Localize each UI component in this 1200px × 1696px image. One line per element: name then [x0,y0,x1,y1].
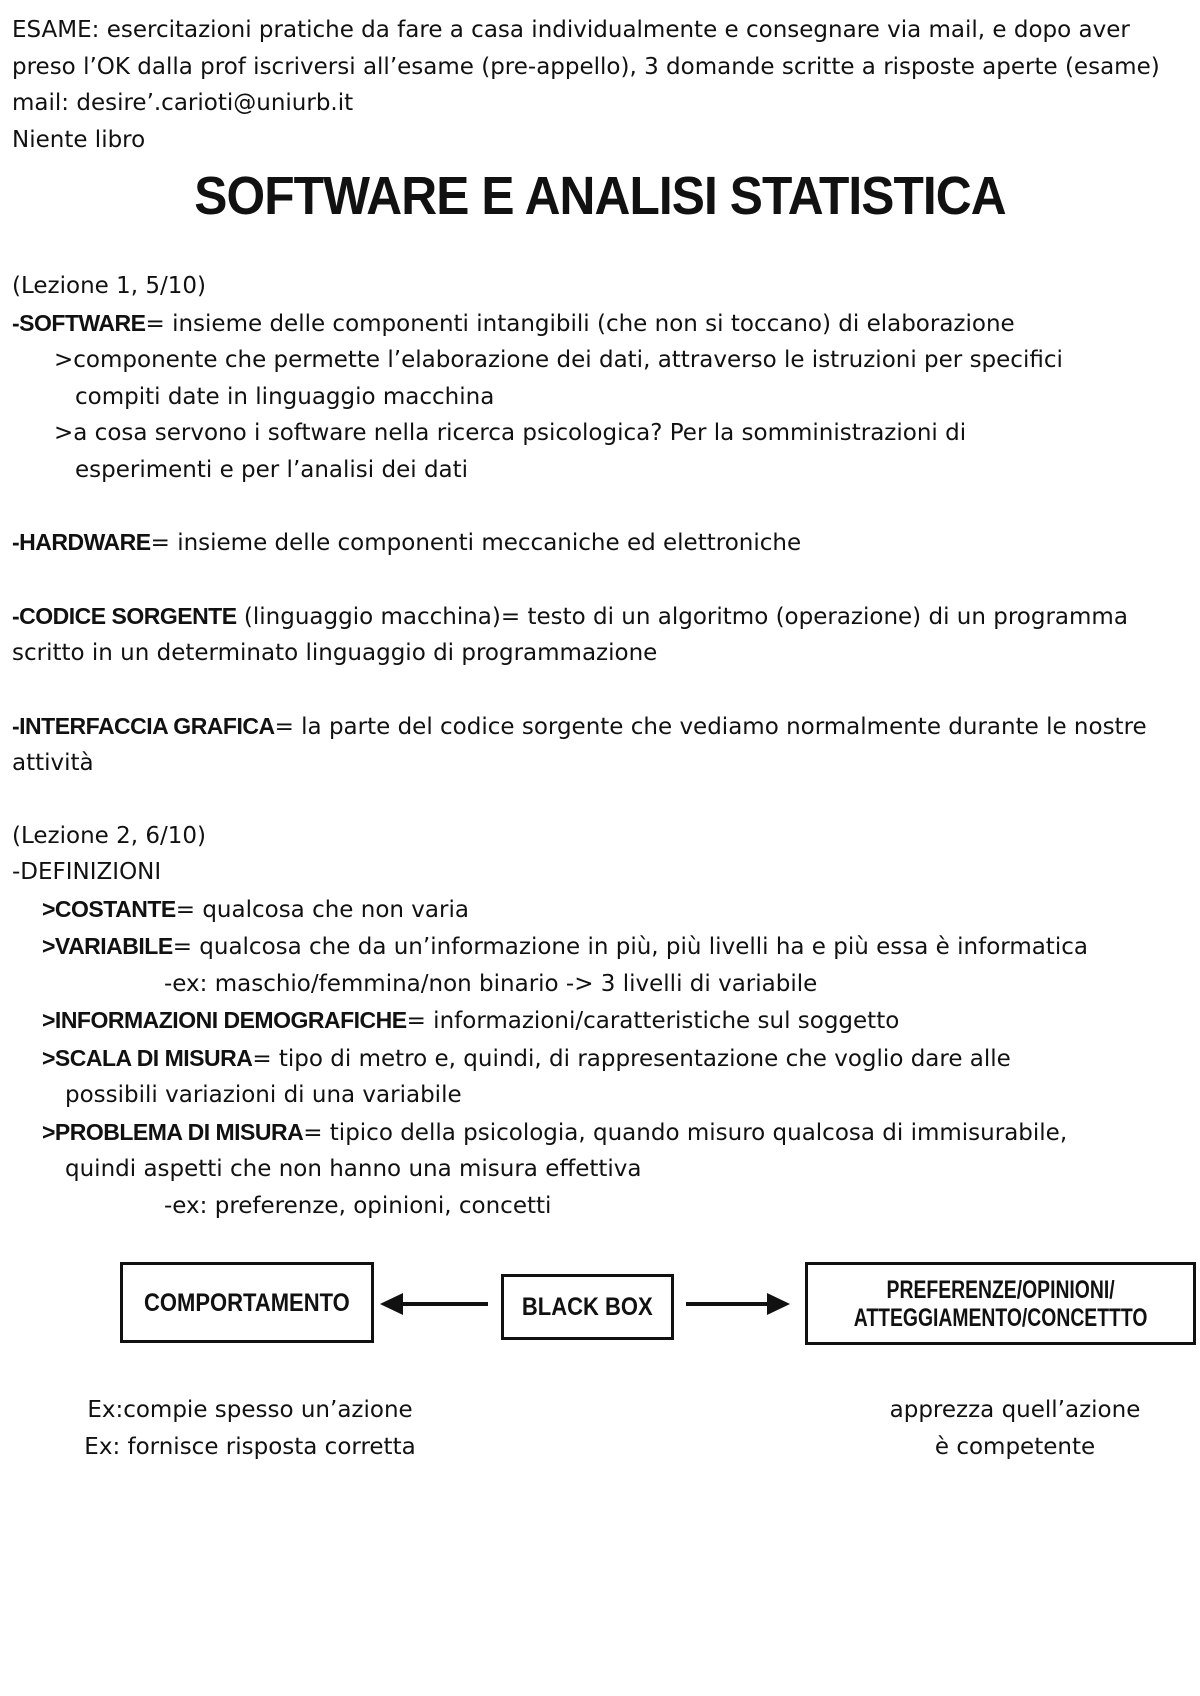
arrow-right-icon [686,1293,790,1315]
problema-definition [12,1114,1188,1152]
costante-definition [12,891,1188,929]
problema-text: = tipico della psicologia, quando misuro qualcosa di immisurabile, [303,1119,1068,1146]
variabile-example: -ex: maschio/femmina/non binario -> 3 livelli di variabile [164,970,818,997]
page-title: SOFTWARE E ANALISI STATISTICA [194,166,1006,226]
preferenze-line-1: PREFERENZE/OPINIONI/ [886,1275,1115,1304]
software-note-2: >a cosa servono i software nella ricerca psicologica? Per la somministrazioni di [54,420,967,446]
codice-definition [12,598,1188,672]
variabile-text: = qualcosa che da un’informazione in più, più livelli ha e più essa è informatica [172,934,1088,960]
scala-definition [12,1040,1188,1078]
exam-mail: mail: desire’.carioti@uniurb.it [12,90,354,116]
hardware-definition [12,524,1188,562]
definizioni-heading: -DEFINIZIONI [12,859,162,885]
preferenze-line-2: ATTEGGIAMENTO/CONCETTTO [853,1303,1148,1332]
software-note-1-cont: compiti date in linguaggio macchina [75,383,495,410]
software-keyword: -SOFTWARE [12,309,146,336]
interfaccia-keyword: -INTERFACCIA GRAFICA [12,712,275,739]
demografiche-text: = informazioni/caratteristiche sul soggetto [406,1008,900,1034]
right-example-2: è competente [934,1433,1096,1460]
hardware-keyword: -HARDWARE [12,529,151,555]
codice-keyword: -CODICE SORGENTE [12,602,237,629]
exam-book: Niente libro [12,126,146,153]
scala-text: = tipo di metro e, quindi, di rappresentazione che voglio dare alle [252,1045,1011,1072]
variabile-definition [12,928,1188,966]
lesson-1-header: (Lezione 1, 5/10) [12,273,206,299]
hardware-text: = insieme delle componenti meccaniche ed elettroniche [150,530,802,556]
costante-text: = qualcosa che non varia [175,896,469,923]
right-examples [765,1392,1200,1465]
demografiche-definition [12,1002,1188,1040]
exam-info: ESAME: esercitazioni pratiche da fare a casa individualmente e consegnare via mail, e dopo aver preso l’OK dalla prof iscriversi all’esame (pre-appello), 3 domande scritte a risposte aperte (esame) [12,17,1160,80]
scala-keyword: >SCALA DI MISURA [42,1044,253,1071]
black-box-diagram [0,1262,1200,1352]
costante-keyword: >COSTANTE [42,895,176,922]
codice-text: (linguaggio macchina)= testo di un algoritmo (operazione) di un programma scritto in un determinato linguaggio di programmazione [12,603,1128,666]
left-example-1: Ex:compie spesso un’azione [87,1397,413,1423]
comportamento-label: COMPORTAMENTO [144,1288,350,1317]
left-examples [0,1392,500,1465]
problema-keyword: >PROBLEMA DI MISURA [42,1118,304,1145]
lesson-2-header: (Lezione 2, 6/10) [12,822,206,849]
software-note-1: >componente che permette l’elaborazione dei dati, attraverso le istruzioni per specifici [54,347,1063,373]
interfaccia-text: = la parte del codice sorgente che vediamo normalmente durante le nostre attività [12,713,1147,776]
left-example-2: Ex: fornisce risposta corretta [84,1433,416,1460]
software-text: = insieme delle componenti intangibili (che non si toccano) di elaborazione [145,310,1015,337]
scala-cont: possibili variazioni di una variabile [65,1082,462,1108]
software-note-2-cont: esperimenti e per l’analisi dei dati [75,456,469,483]
black-box-label: BLACK BOX [522,1293,653,1321]
demografiche-keyword: >INFORMAZIONI DEMOGRAFICHE [42,1007,407,1033]
interfaccia-definition [12,708,1188,782]
variabile-keyword: >VARIABILE [42,933,173,959]
software-definition [12,305,1188,343]
problema-cont: quindi aspetti che non hanno una misura effettiva [65,1156,642,1182]
right-example-1: apprezza quell’azione [889,1397,1141,1423]
problema-example: -ex: preferenze, opinioni, concetti [164,1192,552,1219]
diagram-arrows [0,1262,1200,1352]
arrow-left-icon [380,1293,488,1315]
